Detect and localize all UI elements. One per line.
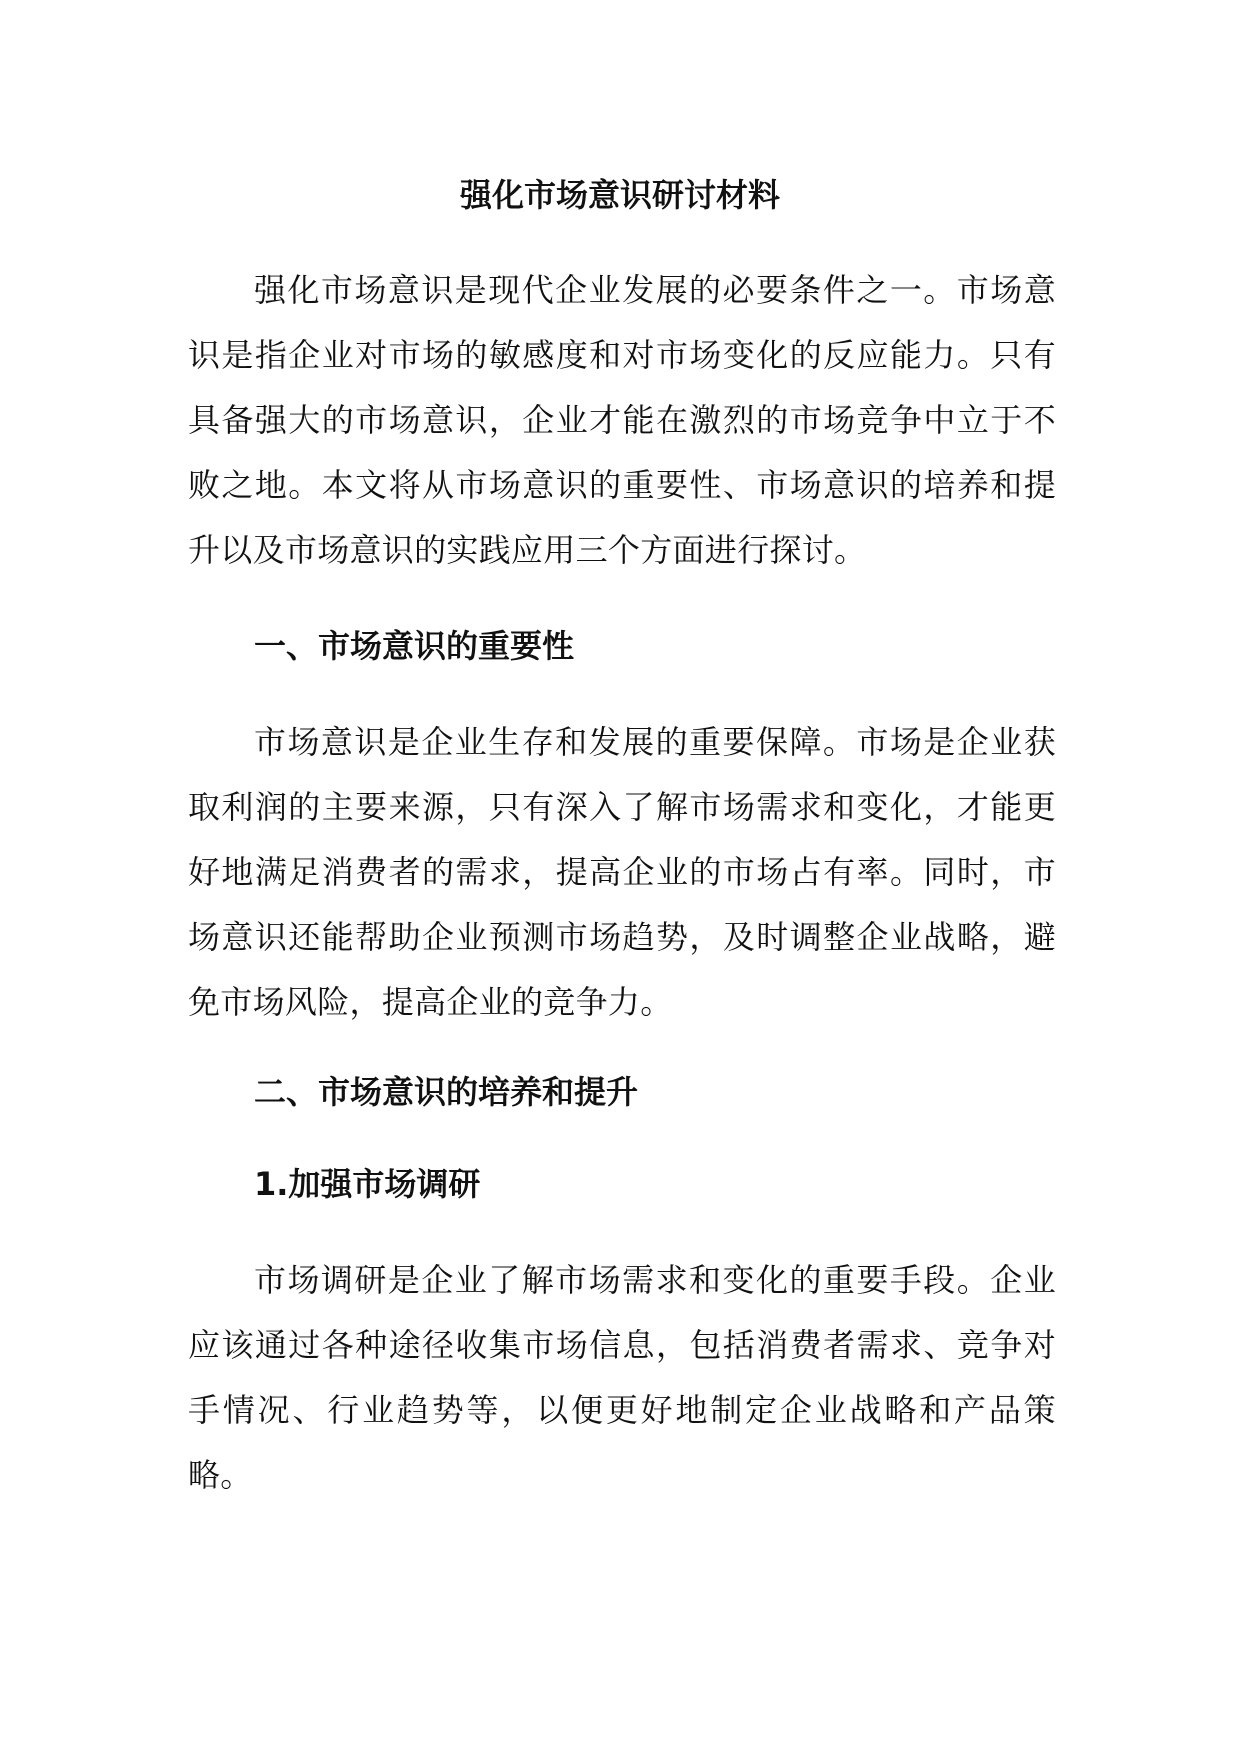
market-research-paragraph: 市场调研是企业了解市场需求和变化的重要手段。企业应该通过各种途径收集市场信息，包括消费者需求、竞争对手情况、行业趋势等，以便更好地制定企业战略和产品策略。 (188, 1261, 1056, 1494)
subsection-heading-market-research: 1.加强市场调研 (254, 1165, 481, 1203)
intro-paragraph: 强化市场意识是现代企业发展的必要条件之一。市场意识是指企业对市场的敏感度和对市场变化的反应能力。只有具备强大的市场意识，企业才能在激烈的市场竞争中立于不败之地。本文将从市场意识的重要性、市场意识的培养和提升以及市场意识的实践应用三个方面进行探讨。 (188, 271, 1056, 569)
section-heading-cultivation: 二、市场意识的培养和提升 (254, 1073, 639, 1111)
importance-paragraph: 市场意识是企业生存和发展的重要保障。市场是企业获取利润的主要来源，只有深入了解市场需求和变化，才能更好地满足消费者的需求，提高企业的市场占有率。同时，市场意识还能帮助企业预测市场趋势，及时调整企业战略，避免市场风险，提高企业的竞争力。 (188, 723, 1056, 1021)
document-title: 强化市场意识研讨材料 (459, 176, 780, 214)
section-heading-importance: 一、市场意识的重要性 (254, 627, 575, 665)
